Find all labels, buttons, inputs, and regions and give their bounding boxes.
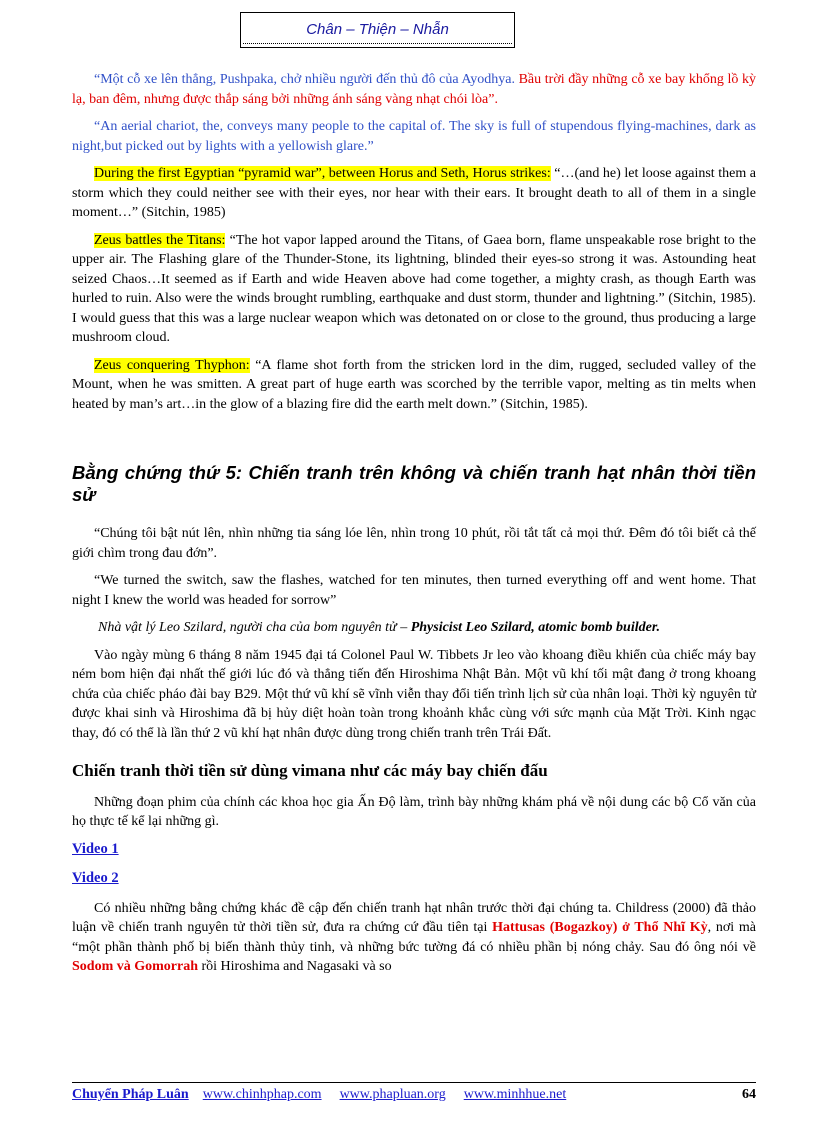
- footer-site-phapluan[interactable]: www.phapluan.org: [339, 1087, 446, 1102]
- video-2-link[interactable]: Video 2: [72, 870, 119, 886]
- paragraph-zeus-titans: [72, 231, 756, 348]
- quote-english: “We turned the switch, saw the flashes, watched for ten minutes, then turned everything off and went home. That night I knew the world was headed for sorrow”: [72, 573, 756, 608]
- page-header: [240, 12, 515, 48]
- sub-heading: Chiến tranh thời tiền sử dùng vimana như các máy bay chiến đấu: [72, 761, 548, 780]
- horus-text: “…(and he) let loose against them a storm which they could neither see with their eyes, nor hear with their ears. It brought death to all of them in a single moment…” (Sitchin, 1985): [72, 166, 757, 220]
- pushpaka-vi-blue: “Một cỗ xe lên thẳng, Pushpaka, chở nhiều người đến thủ đô của Ayodhya.: [94, 72, 515, 87]
- highlight-zeus-thyphon: Zeus conquering Thyphon:: [94, 357, 250, 373]
- footer-site-minhhue[interactable]: www.minhhue.net: [463, 1087, 567, 1102]
- paragraph-pushpaka-vi: [72, 70, 756, 109]
- document-body: [72, 70, 756, 985]
- zeus-titans-text: “The hot vapor lapped around the Titans, of Gaea born, flame unspeakable rose bright to the upper air. The Flashing glare of the Thunder-Stone, its lightning, blinded their eyes-so strong it was. Astounding heat seized Chaos…It seemed as if Earth and wide Heaven above had come together, a mighty crash, as though Earth was hurled to ruin. Also were the winds brought rumbling, earthquake and dust storm, thunder and lightning.” (Sitchin, 1985). I would guess that this was a large nuclear weapon which was detonated on or close to the ground, thus producing a large mushroom cloud.: [72, 232, 757, 345]
- header-title: Chân – Thiện – Nhẫn: [306, 21, 449, 38]
- zeus-thyphon-text: “A flame shot forth from the stricken lord in the dim, rugged, secluded valley of the Mount, when he was smitten. A great part of huge earth was scorched by the terrible vapor, melting as tin melts when heated by man’s art…in the glow of a blazing fire did the earth melt down.” (Sitchin, 1985).: [72, 357, 756, 412]
- paragraph-films: Những đoạn phim của chính các khoa học gia Ấn Độ làm, trình bày những khám phá về nội dung các bộ Cổ văn của họ thực tế kể lại những gì.: [72, 794, 756, 829]
- pushpaka-vi-red: Bầu trời đầy những cỗ xe bay khổng lồ kỳ lạ, ban đêm, nhưng được thắp sáng bởi những ánh sáng vàng nhạt chói lòa”.: [72, 72, 757, 107]
- paragraph-pushpaka-en: “An aerial chariot, the, conveys many people to the capital of. The sky is full of stupendous flying-machines, dark as night,but picked out by lights with a yellowish glare.”: [72, 119, 756, 154]
- attribution-bold: Physicist Leo Szilard, atomic bomb builder.: [410, 620, 660, 635]
- paragraph-nuclear-evidence: [72, 899, 756, 977]
- evidence-text-b: , nơi mà “một phần thành phố bị biến thành thủy tinh, và những bức tường đá có nhiều phần bị nóng chảy. Sau đó ông nói về: [72, 920, 756, 955]
- evidence-hattusas: Hattusas (Bogazkoy) ở Thổ Nhĩ Kỳ: [492, 920, 708, 935]
- video-1-link[interactable]: Video 1: [72, 840, 119, 857]
- evidence-text-a: Có nhiều những bằng chứng khác đề cập đến chiến tranh hạt nhân trước thời đại chúng ta. Childress (2000) đã thảo luận về chiến tranh nguyên tử thời tiền sử, đưa ra chứng cứ đầu tiên tại: [72, 900, 756, 935]
- section-heading: Bằng chứng thứ 5: Chiến tranh trên không và chiến tranh hạt nhân thời tiền sử: [72, 462, 756, 505]
- quote-attribution: [72, 618, 756, 638]
- footer-brand-link[interactable]: Chuyển Pháp Luân: [72, 1087, 189, 1102]
- paragraph-hiroshima: Vào ngày mùng 6 tháng 8 năm 1945 đại tá Colonel Paul W. Tibbets Jr leo vào khoang điều khiển của chiếc máy bay ném bom hiện đại nhất thế giới lúc đó và thẳng tiến đến Hiroshima Nhật Bản. Một vũ khí tối mật đang ở trong khoang chứa của chiếc pháo đài bay B29. Một thứ vũ khí sẽ vĩnh viễn thay đổi tiến trình lịch sử của nhân loại. Thời kỳ nguyên tử được khai sinh và Hiroshima đã bị hủy diệt hoàn toàn trong khoảnh khắc cùng với sức mạnh của Mặt Trời. Kinh ngạc thay, đó có thể là lần thứ 2 vũ khí hạt nhân được dùng trong chiến tranh trên Trái Đất.: [72, 647, 756, 741]
- attribution-text: Nhà vật lý Leo Szilard, người cha của bom nguyên tử –: [98, 620, 411, 635]
- evidence-sodom: Sodom và Gomorrah: [72, 959, 198, 974]
- page-footer: [72, 1082, 756, 1103]
- highlight-horus: During the first Egyptian “pyramid war”, between Horus and Seth, Horus strikes:: [94, 166, 551, 181]
- evidence-text-c: rồi Hiroshima and Nagasaki và so: [198, 959, 392, 974]
- page-number: 64: [742, 1087, 756, 1102]
- highlight-zeus-titans: Zeus battles the Titans:: [94, 232, 226, 248]
- quote-vietnamese: “Chúng tôi bật nút lên, nhìn những tia sáng lóe lên, nhìn trong 10 phút, rồi tắt tất cả mọi thứ. Đêm đó tôi biết cả thế giới chìm trong đau đớn”.: [72, 526, 756, 561]
- paragraph-zeus-thyphon: [72, 356, 756, 415]
- footer-site-chinhphap[interactable]: www.chinhphap.com: [202, 1087, 322, 1102]
- paragraph-horus: [72, 164, 756, 223]
